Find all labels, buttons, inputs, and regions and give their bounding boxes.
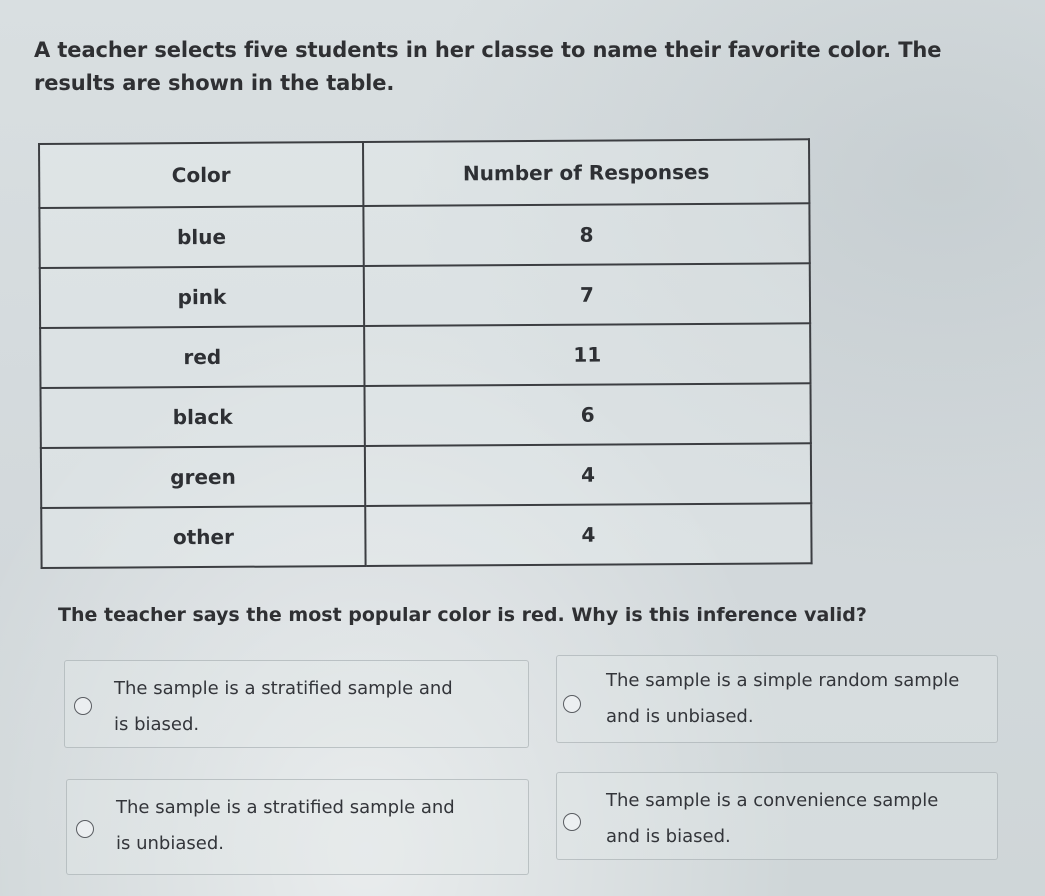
responses-cell: 8 (363, 203, 809, 266)
radio-button-icon[interactable] (74, 697, 92, 715)
answer-option-convenience-biased[interactable] (556, 772, 998, 860)
responses-cell: 4 (365, 503, 811, 566)
color-cell: green (41, 446, 365, 508)
table-row (40, 263, 810, 328)
header-number-of-responses: Number of Responses (363, 139, 809, 206)
prompt-text: The teacher says the most popular color is red. Why is this inference valid? (58, 604, 867, 626)
answer-option-simple-random-unbiased[interactable] (556, 655, 998, 743)
responses-table (38, 138, 813, 569)
question-text: A teacher selects five students in her classe to name their favorite color. The results are shown in the table. (34, 38, 942, 95)
color-cell: blue (39, 206, 363, 268)
answer-option-label: The sample is a stratified sample and is unbiased. (116, 797, 455, 854)
radio-button-icon[interactable] (563, 813, 581, 831)
answer-option-stratified-biased[interactable] (64, 660, 529, 748)
color-cell: red (40, 326, 364, 388)
color-cell: black (40, 386, 364, 448)
responses-table-container (38, 138, 813, 565)
answer-option-stratified-unbiased[interactable] (66, 779, 529, 875)
radio-button-icon[interactable] (76, 820, 94, 838)
responses-cell: 11 (364, 323, 810, 386)
table-row (41, 503, 811, 568)
answer-option-label: The sample is a convenience sample and is biased. (606, 790, 939, 847)
radio-button-icon[interactable] (563, 695, 581, 713)
answer-option-label: The sample is a simple random sample and is unbiased. (606, 670, 960, 727)
table-row (40, 323, 810, 388)
table-row (39, 203, 809, 268)
color-cell: pink (40, 266, 364, 328)
responses-cell: 7 (364, 263, 810, 326)
responses-cell: 6 (364, 383, 810, 446)
answer-option-label: The sample is a stratified sample and is biased. (114, 678, 453, 735)
header-color: Color (39, 142, 363, 208)
color-cell: other (41, 506, 365, 568)
table-row (41, 443, 811, 508)
table-header-row (39, 139, 809, 208)
table-row (40, 383, 810, 448)
responses-cell: 4 (365, 443, 811, 506)
